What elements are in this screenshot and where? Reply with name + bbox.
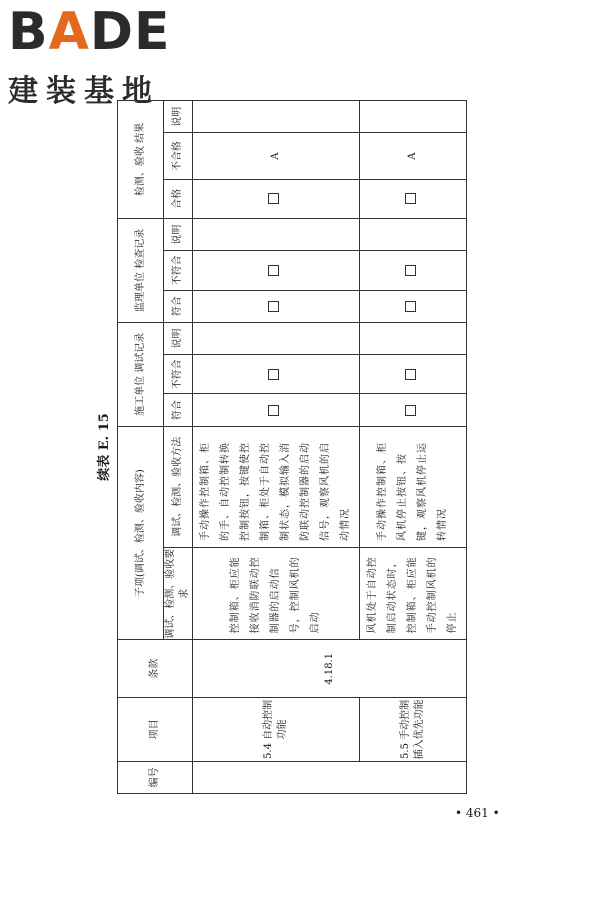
checkbox-icon[interactable] [268,301,279,312]
cell-method: 手动操作控制箱、柜的手、自动控制转换控制按钮，按键使控制箱、柜处于自动控制状态，模拟输入消防联动控制器的启动信号，观察风机的启动情况 [193,426,360,547]
checkbox-icon[interactable] [405,265,416,276]
header-nonconform: 不符合 [164,251,193,290]
header-qualified: 合格 [164,179,193,218]
table-row [193,101,360,794]
checkbox-cell[interactable] [360,251,467,290]
cell-req: 控制箱、柜应能接收消防联动控制器的启动信号，控制风机的启动 [193,548,360,640]
checkbox-icon[interactable] [268,193,279,204]
header-clause: 条款 [118,640,193,698]
checkbox-icon[interactable] [268,405,279,416]
cell-no [193,761,467,793]
checkbox-cell[interactable] [360,179,467,218]
table-caption: 续表 E. 15 [97,413,112,481]
header-method: 调试、检测、验收方法 [164,426,193,547]
header-unqualified: 不合格 [164,133,193,179]
bade-logo: BADE 建装基地 [8,2,171,109]
checkbox-cell[interactable] [360,394,467,426]
header-note: 说明 [164,322,193,354]
checkbox-icon[interactable] [405,369,416,380]
checkbox-icon[interactable] [268,369,279,380]
checkbox-cell[interactable] [193,394,360,426]
header-result: 检测、验收 结果 [118,101,164,219]
header-subitem: 子项(调试、检测、验收内容) [118,426,164,640]
result-mark: A [193,133,360,179]
header-supervise: 监理单位 检查记录 [118,218,164,322]
note-cell [193,218,360,250]
checkbox-icon[interactable] [268,265,279,276]
acceptance-table [117,100,467,794]
checkbox-icon[interactable] [405,405,416,416]
note-cell [193,322,360,354]
header-conform: 符合 [164,290,193,322]
page-number: • 461 • [455,806,500,820]
header-note: 说明 [164,101,193,133]
note-cell [360,218,467,250]
cell-item: 5.4 自动控制功能 [193,698,360,762]
checkbox-cell[interactable] [193,355,360,394]
checkbox-cell[interactable] [360,290,467,322]
cell-req: 风机处于自动控制启动状态时，控制箱、柜应能手动控制风机的停止 [360,548,467,640]
note-cell [193,101,360,133]
cell-clause: 4.18.1 [193,640,467,698]
cell-method: 手动操作控制箱、柜风机停止按钮、按键，观察风机停止运转情况 [360,426,467,547]
checkbox-icon[interactable] [405,193,416,204]
checkbox-cell[interactable] [193,251,360,290]
checkbox-icon[interactable] [405,301,416,312]
header-req: 调试、检测、验收要求 [164,548,193,640]
checkbox-cell[interactable] [360,355,467,394]
result-mark: A [360,133,467,179]
rotated-table-page [95,100,510,794]
checkbox-cell[interactable] [193,290,360,322]
rotated-table-wrapper [95,100,600,788]
header-item: 项目 [118,698,193,762]
header-conform: 符合 [164,394,193,426]
header-construct: 施工单位 调试记录 [118,322,164,426]
header-note: 说明 [164,218,193,250]
header-nonconform: 不符合 [164,355,193,394]
header-no: 编号 [118,761,193,793]
note-cell [360,322,467,354]
note-cell [360,101,467,133]
checkbox-cell[interactable] [193,179,360,218]
cell-item: 5.5 手动控制插入优先功能 [360,698,467,762]
